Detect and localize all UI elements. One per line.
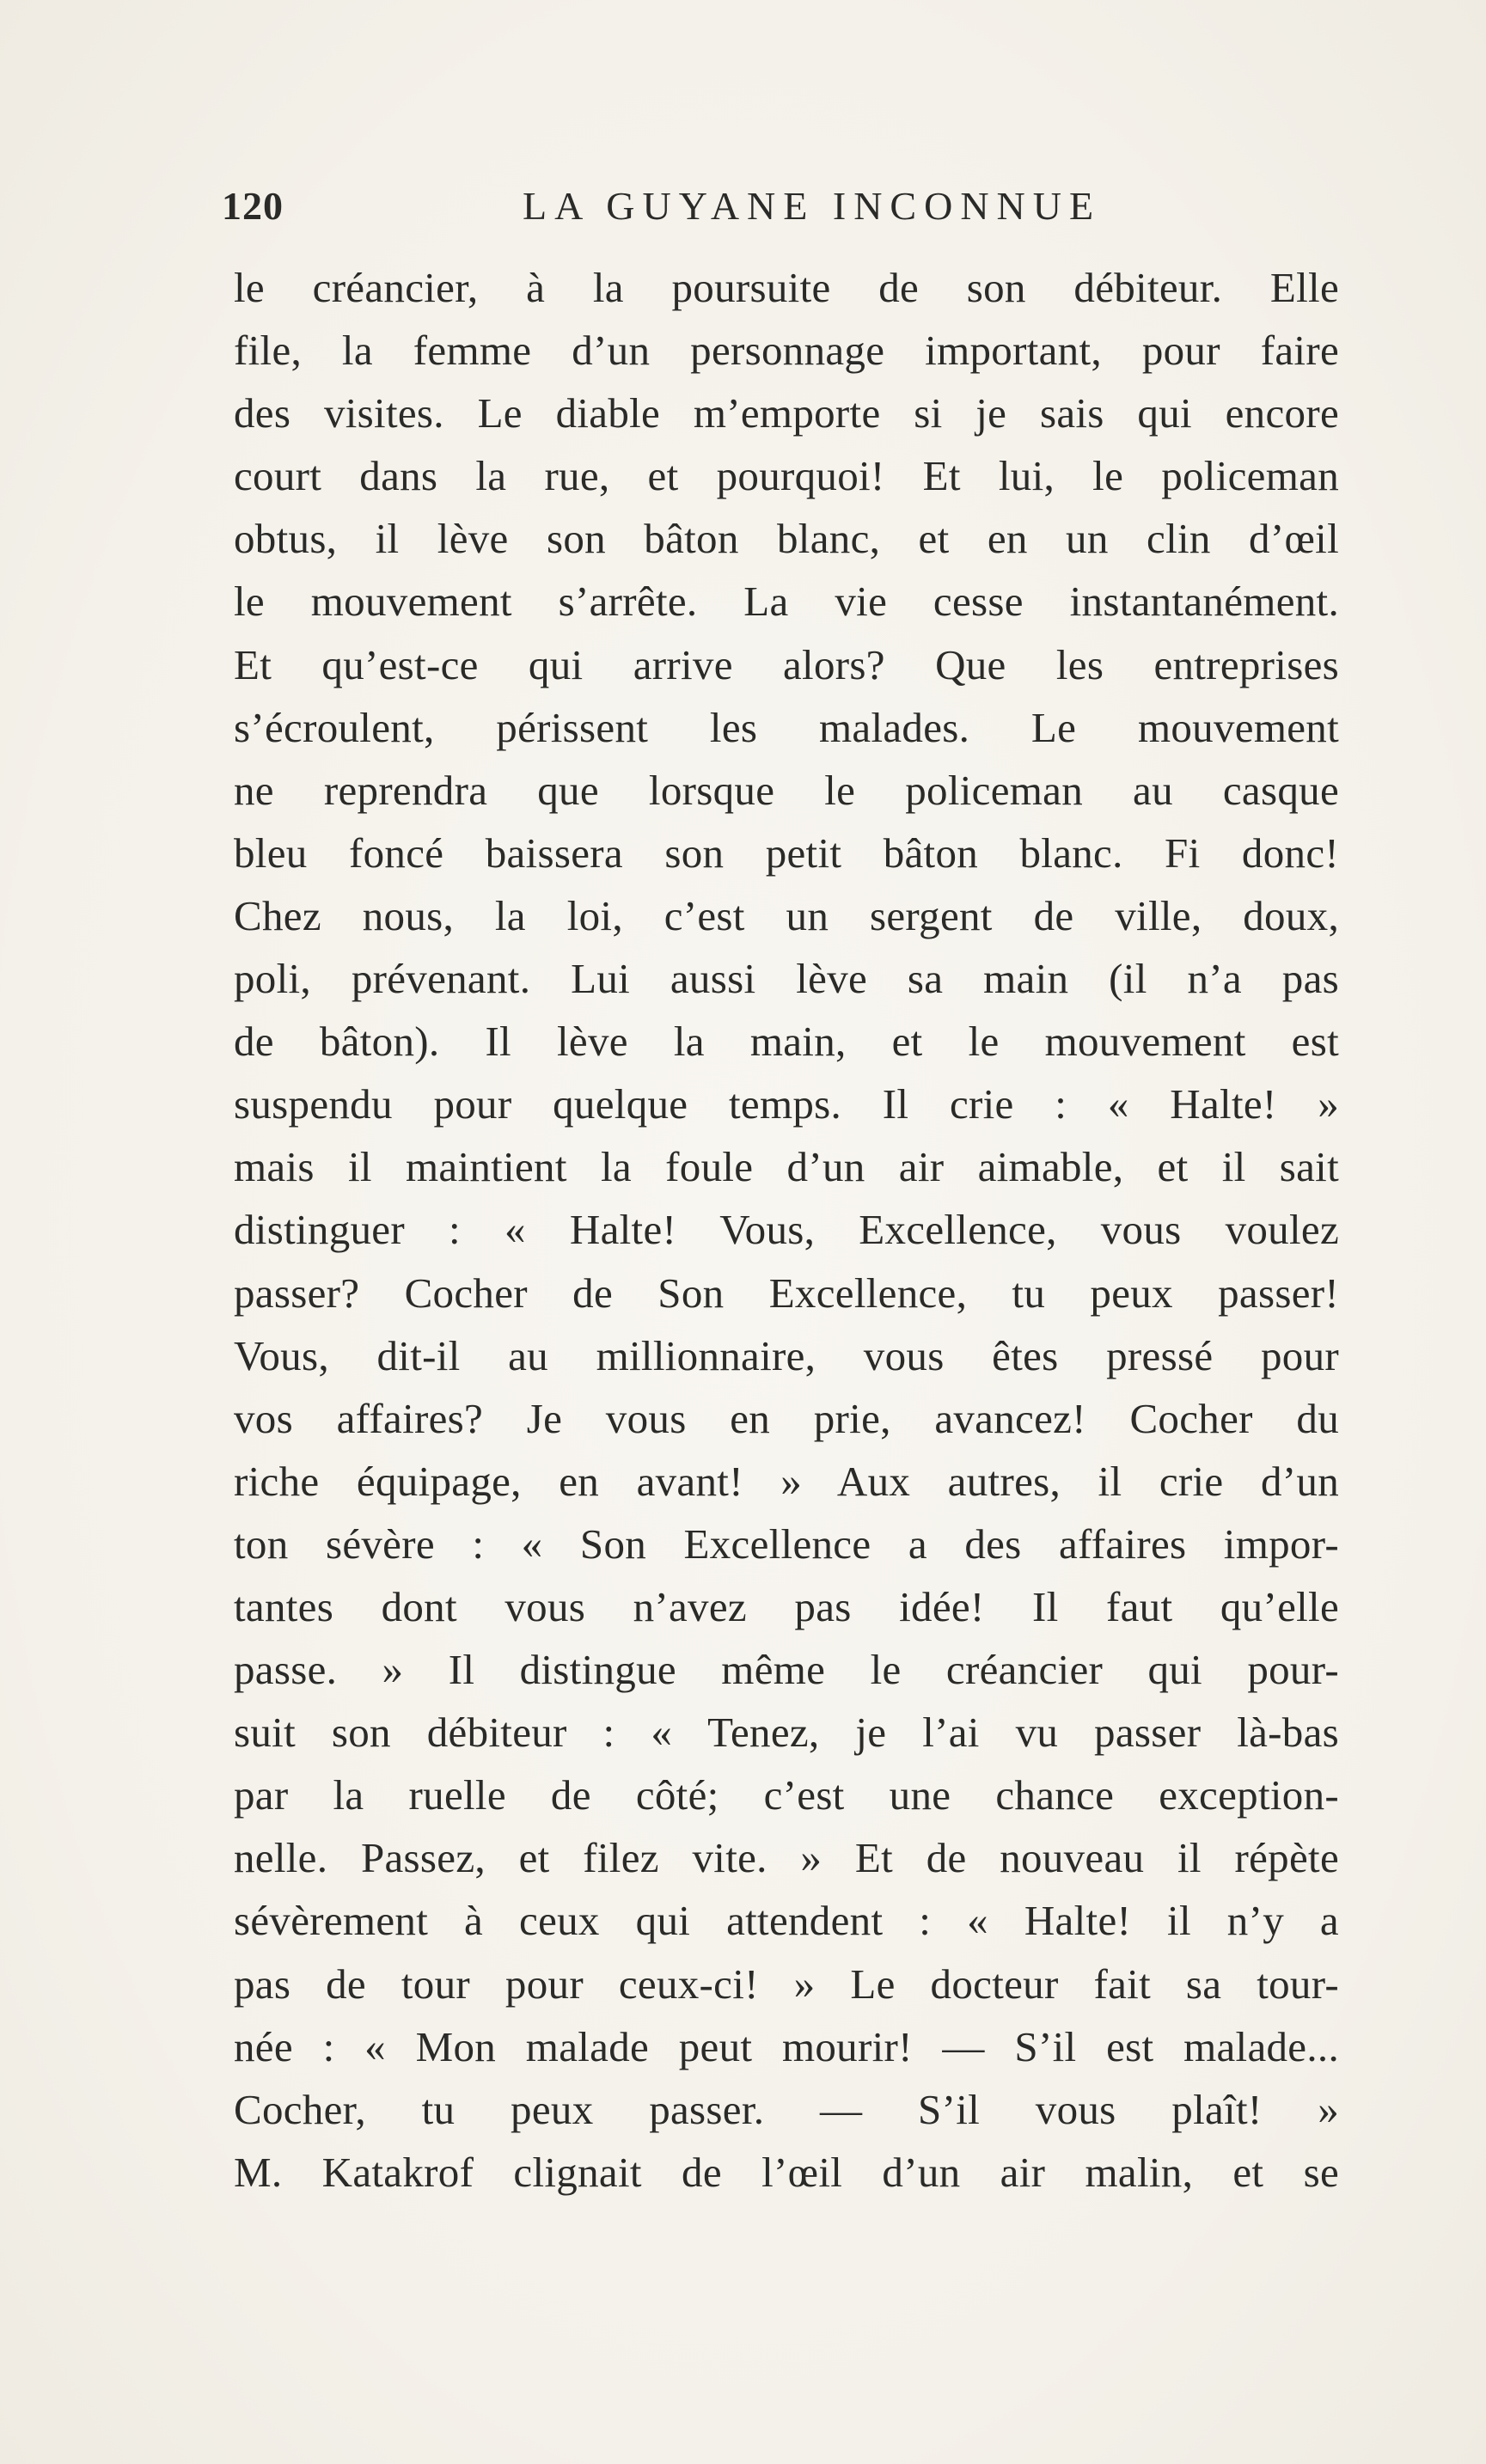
page-number: 120 [222, 184, 284, 228]
text-line: pas de tour pour ceux-ci! » Le docteur fait sa tour- [234, 1960, 1339, 2008]
text-line: tantes dont vous n’avez pas idée! Il faut qu’elle [234, 1582, 1339, 1630]
text-line: distinguer : « Halte! Vous, Excellence, vous voulez [234, 1206, 1339, 1254]
text-line: suit son débiteur : « Tenez, je l’ai vu passer là-bas [234, 1709, 1339, 1757]
text-line: ton sévère : « Son Excellence a des affaires impor- [234, 1519, 1339, 1568]
text-line: vos affaires? Je vous en prie, avancez! Cocher du [234, 1394, 1339, 1442]
text-line: suspendu pour quelque temps. Il crie : « Halte! » [234, 1080, 1339, 1128]
text-line: le mouvement s’arrête. La vie cesse instantanément. [234, 578, 1339, 626]
text-line: de bâton). Il lève la main, et le mouvement est [234, 1018, 1339, 1066]
text-line: passe. » Il distingue même le créancier qui pour- [234, 1646, 1339, 1694]
text-line: par la ruelle de côté; c’est une chance exception- [234, 1771, 1339, 1819]
text-line: le créancier, à la poursuite de son débiteur. Elle [234, 264, 1339, 311]
text-line: née : « Mon malade peut mourir! — S’il est malade... [234, 2022, 1339, 2070]
text-line: s’écroulent, périssent les malades. Le mouvement [234, 703, 1339, 751]
text-line: Et qu’est-ce qui arrive alors? Que les entreprises [234, 640, 1339, 688]
text-line: Cocher, tu peux passer. — S’il vous plaît! » [234, 2085, 1339, 2133]
page-header [222, 180, 1339, 232]
text-line: des visites. Le diable m’emporte si je sais qui encore [234, 389, 1339, 437]
text-line: nelle. Passez, et filez vite. » Et de nouveau il répète [234, 1834, 1339, 1882]
text-line: file, la femme d’un personnage important, pour faire [234, 327, 1339, 375]
text-line: sévèrement à ceux qui attendent : « Halte! il n’y a [234, 1897, 1339, 1945]
text-line: poli, prévenant. Lui aussi lève sa main (il n’a pas [234, 955, 1339, 1003]
text-line: obtus, il lève son bâton blanc, et en un clin d’œil [234, 515, 1339, 563]
text-line: bleu foncé baissera son petit bâton blanc. Fi donc! [234, 828, 1339, 877]
text-line: passer? Cocher de Son Excellence, tu peux passer! [234, 1269, 1339, 1317]
body-text [234, 256, 1339, 2204]
running-title: LA GUYANE INCONNUE [523, 184, 1102, 228]
text-line: mais il maintient la foule d’un air aimable, et il sait [234, 1143, 1339, 1191]
text-line: Chez nous, la loi, c’est un sergent de ville, doux, [234, 891, 1339, 939]
text-line: court dans la rue, et pourquoi! Et lui, le policeman [234, 452, 1339, 500]
text-line: Vous, dit-il au millionnaire, vous êtes pressé pour [234, 1331, 1339, 1379]
text-line: M. Katakrof clignait de l’œil d’un air malin, et se [234, 2148, 1339, 2196]
text-line: ne reprendra que lorsque le policeman au casque [234, 766, 1339, 814]
text-line: riche équipage, en avant! » Aux autres, il crie d’un [234, 1457, 1339, 1505]
